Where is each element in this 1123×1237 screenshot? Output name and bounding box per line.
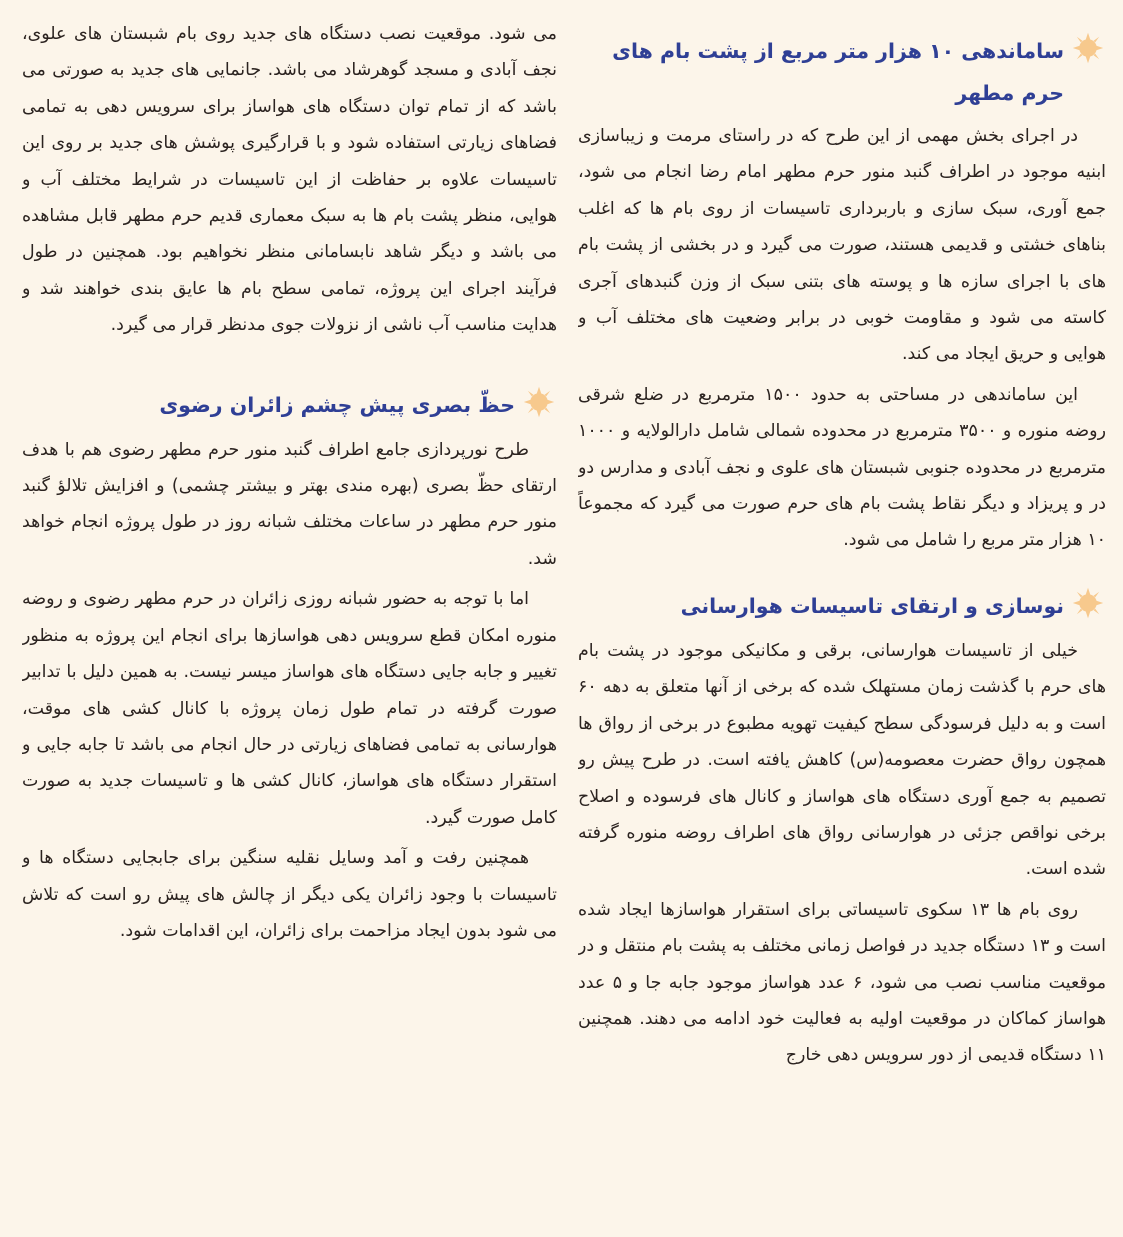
paragraph: طرح نورپردازی جامع اطراف گنبد منور حرم مطهر رضوی هم با هدف ارتقای حظّ بصری (بهره مندی بهتر و بیشتر چشمی) و افزایش تلالؤ گنبد منور حرم مطهر در ساعات مختلف شبانه روز در طول پروژه انجام خواهد شد. [22,439,557,569]
left-column [22,16,557,1221]
sun-ornament-icon [1072,32,1104,64]
sun-ornament-icon [1072,587,1104,619]
sun-ornament-icon [523,386,555,418]
section-heading-text: نوسازی و ارتقای تاسیسات هوارسانی [680,593,1064,618]
paragraph: این ساماندهی در مساحتی به حدود ۱۵۰۰ مترمربع در ضلع شرقی روضه منوره و ۳۵۰۰ مترمربع در محدوده شمالی شامل دارالولایه و ۱۰۰۰ مترمربع در محدوده جنوبی شبستان های علوی و نجف آبادی و مدارس دو در و پریزاد و دیگر نقاط پشت بام های حرم صورت می گیرد که مجموعاً ۱۰ هزار متر مربع را شامل می شود. [578,384,1106,551]
section-heading-lighting [22,384,557,426]
section-heading-text: ساماندهی ۱۰ هزار متر مربع از پشت بام های حرم مطهر [612,39,1064,105]
paragraph: در اجرای بخش مهمی از این طرح که در راستای مرمت و زیباسازی ابنیه موجود در اطراف گنبد منور حرم مطهر امام رضا انجام می شود، جمع آوری، سبک سازی و باربرداری تاسیسات از روی بام ها که اغلب بناهای خشتی و قدیمی هستند، صورت می گیرد و در بخشی از پشت بام های با اجرای سازه ها و پوسته های بتنی سبک از وزن گنبدهای آجری کاسته می شود و مقاومت خوبی در برابر وضعیت های مختلف آب و هوایی و حریق ایجاد می کند. [578,126,1106,365]
paragraph: اما با توجه به حضور شبانه روزی زائران در حرم مطهر رضوی و روضه منوره امکان قطع سرویس دهی هواسازها برای انجام این پروژه به منظور تغییر و جابه جایی دستگاه های هواساز میسر نیست. به همین دلیل با تدابیر صورت گرفته در تمام طول زمان پروژه با کانال کشی های موقت، هوارسانی به تمامی فضاهای زیارتی در حال انجام می باشد تا جابه جایی و استقرار دستگاه های هواساز، کانال کشی ها و تاسیسات جدید به صورت کامل صورت گیرد. [22,589,557,828]
paragraph: خیلی از تاسیسات هوارسانی، برقی و مکانیکی موجود در پشت بام های حرم با گذشت زمان مستهلک شده که برخی از آنها متعلق به دهه ۶۰ است و به دلیل فرسودگی سطح کیفیت تهویه مطبوع در برخی از رواق ها همچون رواق حضرت معصومه(س) کاهش یافته است. در طرح پیش رو تصمیم به جمع آوری دستگاه های هواساز و کانال های فرسوده و اصلاح برخی نواقص جزئی در هوارسانی رواق های اطراف روضه منوره گرفته شده است. [578,640,1106,880]
paragraph: می شود. موقعیت نصب دستگاه های جدید روی بام شبستان های علوی، نجف آبادی و مسجد گوهرشاد می باشد. جانمایی های جدید به صورتی می باشد که از تمام توان دستگاه های هواساز برای سرویس دهی به تمامی فضاهای زیارتی استفاده شود و با قرارگیری پوشش های جدید بر روی این تاسیسات علاوه بر حفاظت از این تاسیسات در شرایط مختلف آب و هوایی، منظر پشت بام ها به سبک معماری قدیم حرم مطهر قابل مشاهده می باشد و دیگر شاهد نابسامانی منظر نخواهیم بود. همچنین در طول فرآیند اجرای این پروژه، تمامی سطح بام ها عایق بندی خواهند شد و هدایت مناسب آب ناشی از نزولات جوی مدنظر قرار می گیرد. [22,24,557,336]
paragraph: روی بام ها ۱۳ سکوی تاسیساتی برای استقرار هواسازها ایجاد شده است و ۱۳ دستگاه جدید در فواصل زمانی مختلف به پشت بام منتقل و در موقعیت مناسب نصب می شود، ۶ عدد هواساز موجود جابه جا و ۵ عدد هواساز کماکان در موقعیت اولیه به فعالیت خود ادامه می دهند. همچنین ۱۱ دستگاه قدیمی از دور سرویس دهی خارج [578,899,1106,1066]
paragraph: همچنین رفت و آمد وسایل نقلیه سنگین برای جابجایی دستگاه ها و تاسیسات با وجود زائران یکی دیگر از چالش های پیش رو است که تلاش می شود بدون ایجاد مزاحمت برای زائران، این اقدامات شود. [22,848,557,941]
section-heading-hvac [578,585,1106,627]
section-heading-text: حظّ بصری پیش چشم زائران رضوی [159,392,515,417]
right-column [578,16,1106,1221]
section-heading-rooftops [578,30,1106,114]
